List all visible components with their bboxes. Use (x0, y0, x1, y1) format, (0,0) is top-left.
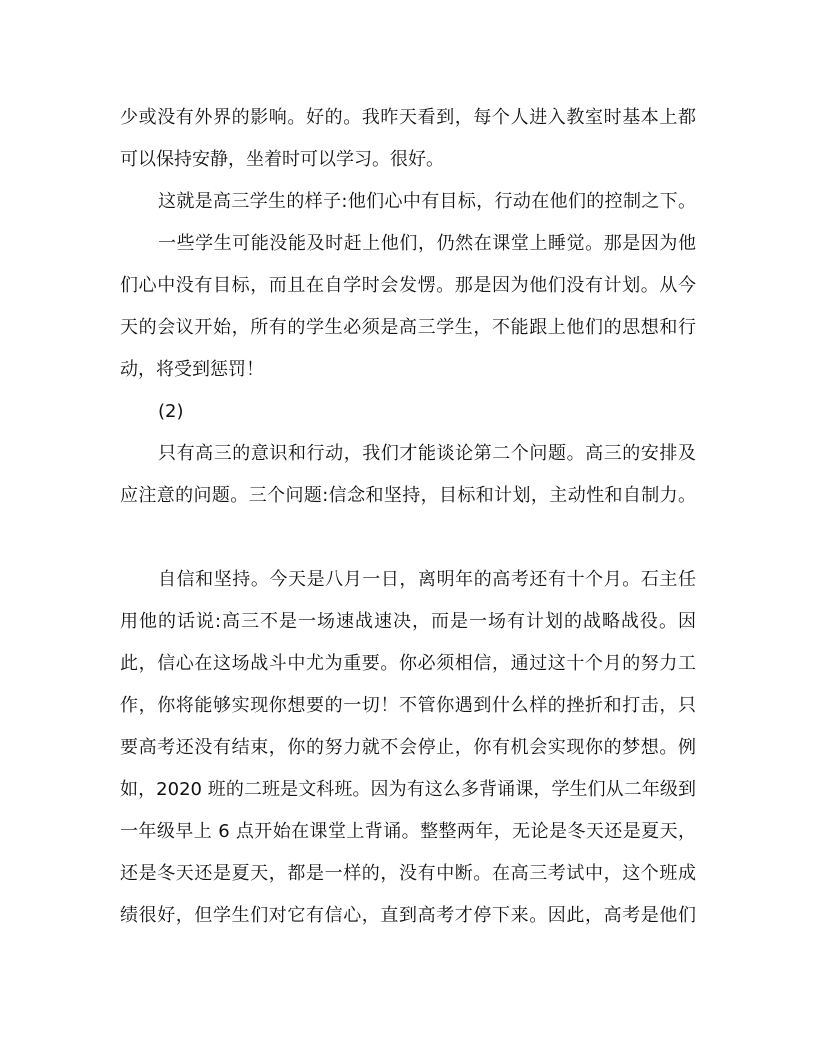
text-line: 这就是高三学生的样子:他们心中有目标，行动在他们的控制之下。 (158, 191, 696, 212)
text-line: 一年级早上 6 点开始在课堂上背诵。整整两年，无论是冬天还是夏天， (120, 821, 696, 842)
text-line: 自信和坚持。今天是八月一日，离明年的高考还有十个月。石主任 (158, 569, 696, 590)
text-line: 如，2020 班的二班是文科班。因为有这么多背诵课，学生们从二年级到 (120, 779, 696, 800)
text-line: 用他的话说:高三不是一场速战速决，而是一场有计划的战略战役。因 (120, 611, 696, 632)
text-line: 动，将受到惩罚！ (120, 359, 264, 380)
text-line: 只有高三的意识和行动，我们才能谈论第二个问题。高三的安排及 (158, 443, 696, 464)
text-line: 此，信心在这场战斗中尤为重要。你必须相信，通过这十个月的努力工 (120, 653, 696, 674)
text-line: 还是冬天还是夏天，都是一样的，没有中断。在高三考试中，这个班成 (120, 863, 696, 884)
text-line: 作，你将能够实现你想要的一切！不管你遇到什么样的挫折和打击，只 (120, 695, 696, 716)
text-line: 一些学生可能没能及时赶上他们，仍然在课堂上睡觉。那是因为他 (158, 233, 696, 254)
text-line: 应注意的问题。三个问题:信念和坚持，目标和计划，主动性和自制力。 (120, 485, 696, 506)
text-line: 少或没有外界的影响。好的。我昨天看到，每个人进入教室时基本上都 (120, 107, 696, 128)
text-line: 可以保持安静，坐着时可以学习。很好。 (120, 149, 444, 170)
section-marker: (2) (158, 401, 184, 422)
text-line: 绩很好，但学生们对它有信心，直到高考才停下来。因此，高考是他们 (120, 905, 696, 926)
text-line: 们心中没有目标，而且在自学时会发愣。那是因为他们没有计划。从今 (120, 275, 696, 296)
text-line: 天的会议开始，所有的学生必须是高三学生，不能跟上他们的思想和行 (120, 317, 696, 338)
text-line: 要高考还没有结束，你的努力就不会停止，你有机会实现你的梦想。例 (120, 737, 696, 758)
